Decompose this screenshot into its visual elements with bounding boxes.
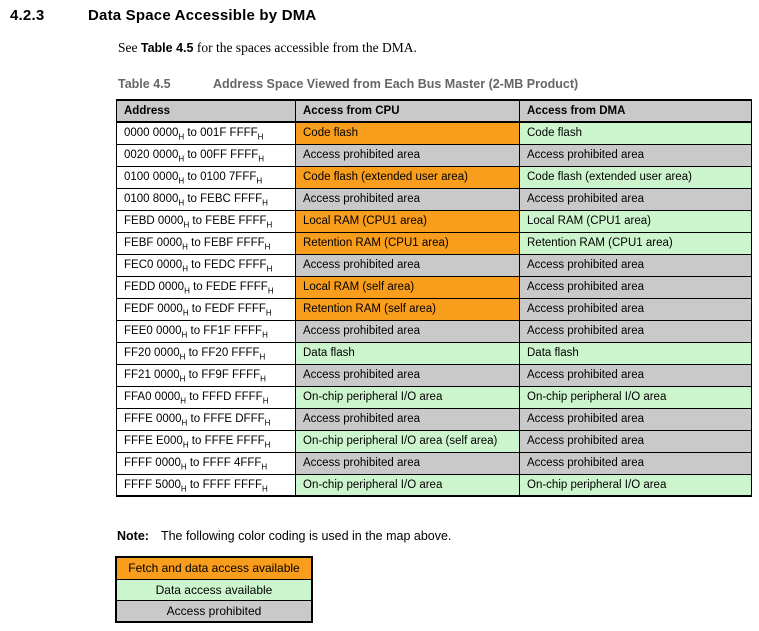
- dma-access-cell: On-chip peripheral I/O area: [520, 474, 752, 496]
- cpu-access-cell: Access prohibited area: [296, 320, 520, 342]
- cpu-access-cell: Data flash: [296, 342, 520, 364]
- address-space-table: [116, 99, 752, 497]
- address-cell: FEBF $0000_H$ to FEBF $FFFF_H$: [117, 232, 296, 254]
- address-cell: FEC0 $0000_H$ to FEDC $FFFF_H$: [117, 254, 296, 276]
- dma-access-cell: On-chip peripheral I/O area: [520, 386, 752, 408]
- dma-access-cell: Access prohibited area: [520, 320, 752, 342]
- table-header-row: [117, 100, 752, 122]
- dma-access-cell: Access prohibited area: [520, 364, 752, 386]
- table-row: [117, 210, 752, 232]
- cpu-access-cell: Code flash: [296, 122, 520, 144]
- cpu-access-cell: Access prohibited area: [296, 254, 520, 276]
- address-cell: FFFF $5000_H$ to FFFF $FFFF_H$: [117, 474, 296, 496]
- address-cell: FFFF $0000_H$ to FFFF $4FFF_H$: [117, 452, 296, 474]
- intro-suffix: for the spaces accessible from the DMA.: [196, 40, 417, 55]
- address-cell: FEDD $0000_H$ to FEDE $FFFF_H$: [117, 276, 296, 298]
- table-row: [117, 144, 752, 166]
- note: [117, 529, 451, 543]
- table-row: [117, 342, 752, 364]
- table-row: [117, 276, 752, 298]
- cpu-access-cell: On-chip peripheral I/O area: [296, 474, 520, 496]
- header-address: Address: [117, 100, 296, 122]
- cpu-access-cell: Access prohibited area: [296, 452, 520, 474]
- dma-access-cell: Data flash: [520, 342, 752, 364]
- address-cell: FFFE $0000_H$ to FFFE $DFFF_H$: [117, 408, 296, 430]
- table-row: [117, 122, 752, 144]
- header-access-dma: Access from DMA: [520, 100, 752, 122]
- table-row: [117, 408, 752, 430]
- section-heading: [10, 7, 316, 24]
- dma-access-cell: Local RAM (CPU1 area): [520, 210, 752, 232]
- address-cell: FEDF $0000_H$ to FEDF $FFFF_H$: [117, 298, 296, 320]
- dma-access-cell: Access prohibited area: [520, 298, 752, 320]
- dma-access-cell: Access prohibited area: [520, 276, 752, 298]
- dma-access-cell: Access prohibited area: [520, 408, 752, 430]
- address-cell: FFFE $E000_H$ to FFFE $FFFF_H$: [117, 430, 296, 452]
- header-access-cpu: Access from CPU: [296, 100, 520, 122]
- cpu-access-cell: Code flash (extended user area): [296, 166, 520, 188]
- cpu-access-cell: Local RAM (CPU1 area): [296, 210, 520, 232]
- dma-access-cell: Access prohibited area: [520, 452, 752, 474]
- address-cell: 0000 $0000_H$ to 001F $FFFF_H$: [117, 122, 296, 144]
- table-reference: Table 4.5: [140, 41, 194, 55]
- cpu-access-cell: Access prohibited area: [296, 408, 520, 430]
- cpu-access-cell: Access prohibited area: [296, 364, 520, 386]
- address-cell: FFA0 $0000_H$ to FFFD $FFFF_H$: [117, 386, 296, 408]
- address-cell: FF20 $0000_H$ to FF20 $FFFF_H$: [117, 342, 296, 364]
- cpu-access-cell: Retention RAM (self area): [296, 298, 520, 320]
- table-row: [117, 320, 752, 342]
- legend-item-data: Data access available: [117, 579, 311, 600]
- dma-access-cell: Retention RAM (CPU1 area): [520, 232, 752, 254]
- intro-paragraph: [118, 40, 417, 56]
- dma-access-cell: Access prohibited area: [520, 188, 752, 210]
- table-caption-label: Table 4.5: [118, 77, 171, 91]
- table-row: [117, 232, 752, 254]
- cpu-access-cell: Access prohibited area: [296, 188, 520, 210]
- address-cell: 0020 $0000_H$ to 00FF $FFFF_H$: [117, 144, 296, 166]
- table-row: [117, 254, 752, 276]
- address-cell: FEBD $0000_H$ to FEBE $FFFF_H$: [117, 210, 296, 232]
- cpu-access-cell: Access prohibited area: [296, 144, 520, 166]
- dma-access-cell: Access prohibited area: [520, 144, 752, 166]
- dma-access-cell: Access prohibited area: [520, 430, 752, 452]
- table-row: [117, 364, 752, 386]
- dma-access-cell: Code flash (extended user area): [520, 166, 752, 188]
- section-number: 4.2.3: [10, 7, 45, 24]
- legend-item-prohibited: Access prohibited: [117, 600, 311, 621]
- cpu-access-cell: Local RAM (self area): [296, 276, 520, 298]
- table-caption: [118, 77, 578, 91]
- cpu-access-cell: On-chip peripheral I/O area (self area): [296, 430, 520, 452]
- address-cell: FEE0 $0000_H$ to FF1F $FFFF_H$: [117, 320, 296, 342]
- table-row: [117, 430, 752, 452]
- table-row: [117, 386, 752, 408]
- address-cell: 0100 $0000_H$ to 0100 $7FFF_H$: [117, 166, 296, 188]
- cpu-access-cell: Retention RAM (CPU1 area): [296, 232, 520, 254]
- table-caption-title: Address Space Viewed from Each Bus Master (2-MB Product): [213, 77, 579, 91]
- address-cell: FF21 $0000_H$ to FF9F $FFFF_H$: [117, 364, 296, 386]
- dma-access-cell: Access prohibited area: [520, 254, 752, 276]
- legend-item-fetch_data: Fetch and data access available: [117, 558, 311, 579]
- dma-access-cell: Code flash: [520, 122, 752, 144]
- section-title: Data Space Accessible by DMA: [88, 7, 317, 24]
- intro-prefix: See: [118, 40, 138, 55]
- color-legend: [115, 556, 313, 623]
- note-text: The following color coding is used in the map above.: [160, 529, 452, 543]
- table-row: [117, 452, 752, 474]
- table-row: [117, 166, 752, 188]
- table-row: [117, 188, 752, 210]
- address-cell: 0100 $8000_H$ to FEBC $FFFF_H$: [117, 188, 296, 210]
- cpu-access-cell: On-chip peripheral I/O area: [296, 386, 520, 408]
- table-row: [117, 474, 752, 496]
- table-row: [117, 298, 752, 320]
- note-label: Note:: [117, 529, 149, 543]
